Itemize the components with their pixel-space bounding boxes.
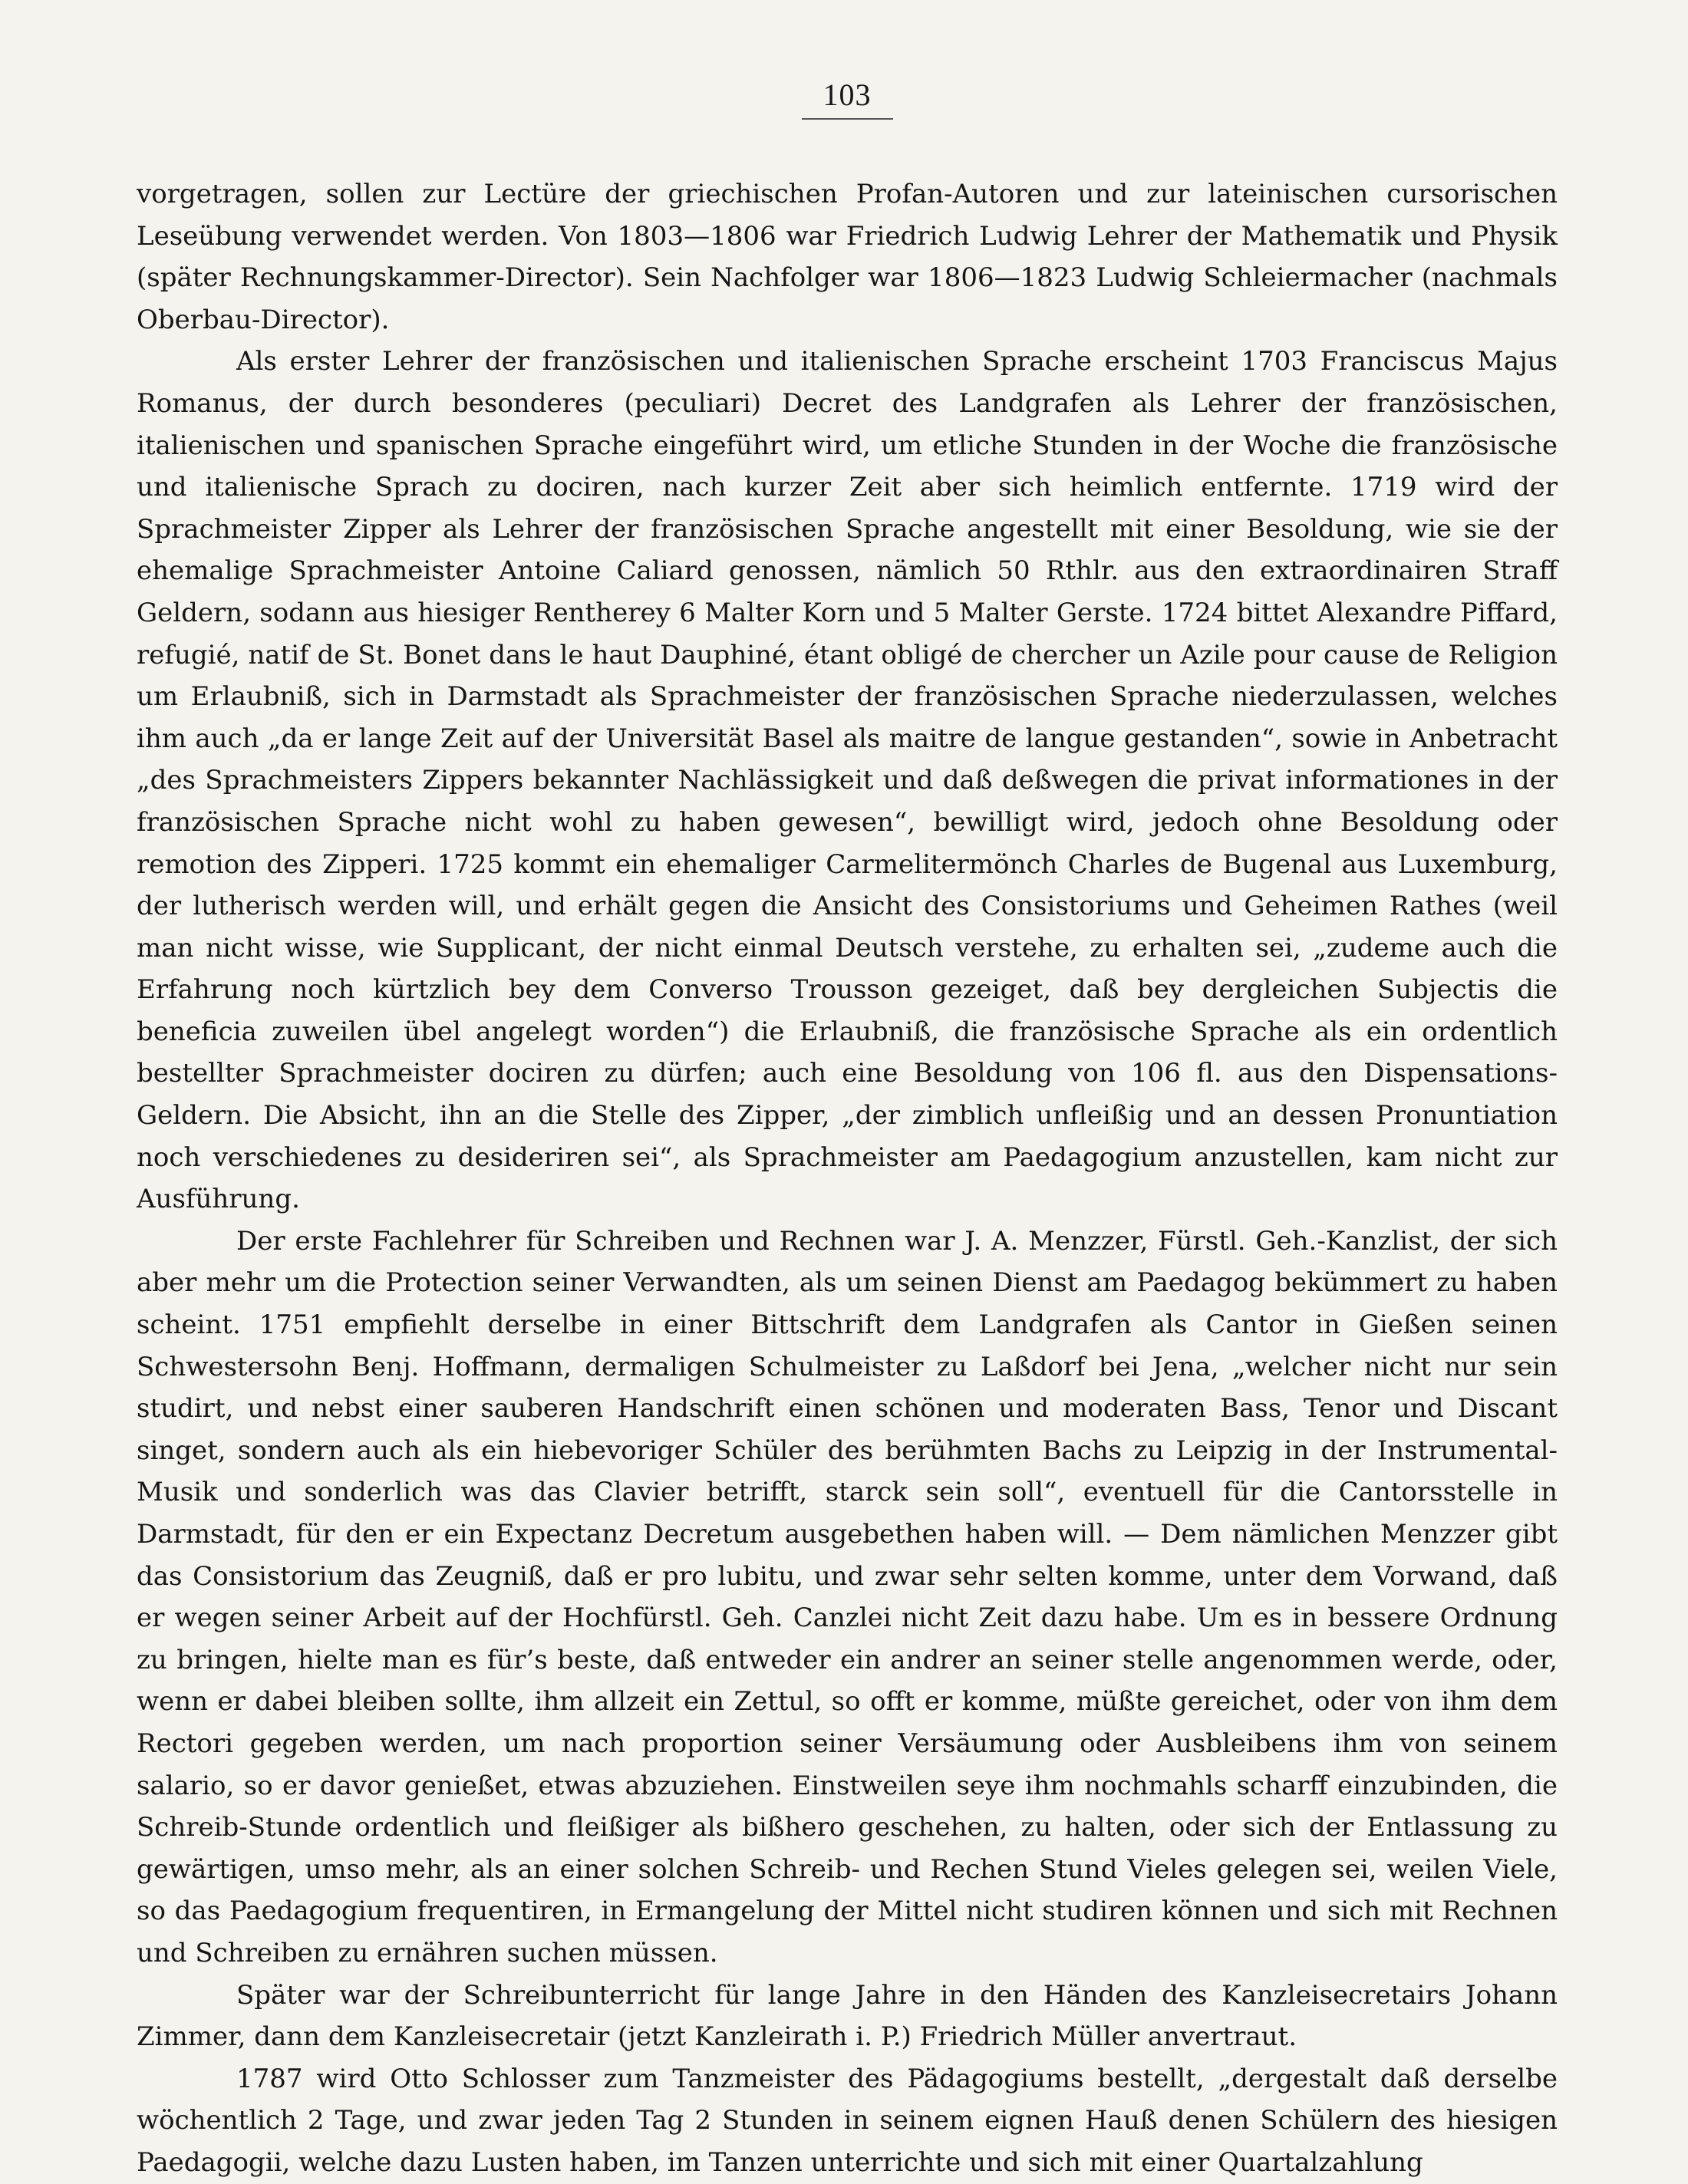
paragraph: Später war der Schreibunterricht für lange Jahre in den Händen des Kanzleisecretairs Johann Zimmer, dann dem Kanzleisecretair (jetzt Kanzleirath i. P.) Friedrich Müller anvertraut. (137, 1979, 1558, 2053)
paragraph: vorgetragen, sollen zur Lectüre der griechischen Profan-Autoren und zur lateinischen cursorischen Leseübung verwendet werden. Von 1803—1806 war Friedrich Ludwig Lehrer der Mathematik und Physik (später Rechnungskammer-Director). Sein Nachfolger war 1806—1823 Ludwig Schleiermacher (nachmals Oberbau-Director). (137, 179, 1558, 335)
paragraph: Der erste Fachlehrer für Schreiben und Rechnen war J. A. Menzzer, Fürstl. Geh.-Kanzlist, der sich aber mehr um die Protection seiner Verwandten, als um seinen Dienst am Paedagog bekümmert zu haben scheint. 1751 empfiehlt derselbe in einer Bittschrift dem Landgrafen als Cantor in Gießen seinen Schwestersohn Benj. Hoffmann, dermaligen Schulmeister zu Laßdorf bei Jena, „welcher nicht nur sein studirt, und nebst einer sauberen Handschrift einen schönen und moderaten Bass, Tenor und Discant singet, sondern auch als ein hiebevoriger Schüler des berühmten Bachs zu Leipzig in der Instrumental-Musik und sonderlich was das Clavier betrifft, starck sein soll“, eventuell für die Cantorsstelle in Darmstadt, für den er ein Expectanz Decretum ausgebethen haben will. — Dem nämlichen Menzzer gibt das Consistorium das Zeugniß, daß er pro lubitu, und zwar sehr selten komme, unter dem Vorwand, daß er wegen seiner Arbeit auf der Hochfürstl. Geh. Canzlei nicht Zeit dazu habe. Um es in bessere Ordnung zu bringen, hielte man es für’s beste, daß entweder ein andrer an seiner stelle angenommen werde, oder, wenn er dabei bleiben sollte, ihm allzeit ein Zettul, so offt er komme, müßte gereichet, oder von ihm dem Rectori gegeben werden, um nach proportion seiner Versäumung oder Ausbleibens ihm von seinem salario, so er davor genießet, etwas abzuziehen. Einstweilen seye ihm nochmahls scharff einzubinden, die Schreib-Stunde ordentlich und fleißiger als bißhero geschehen, zu halten, oder sich der Entlassung zu gewärtigen, umso mehr, als an einer solchen Schreib- und Rechen Stund Vieles gelegen sei, weilen Viele, so das Paedagogium frequentiren, in Ermangelung der Mittel nicht studiren können und sich mit Rechnen und Schreiben zu ernähren suchen müssen. (137, 1225, 1558, 1968)
paragraph: Als erster Lehrer der französischen und italienischen Sprache erscheint 1703 Franciscus Majus Romanus, der durch besonderes (peculiari) Decret des Landgrafen als Lehrer der französischen, italienischen und spanischen Sprache eingeführt wird, um etliche Stunden in der Woche die französische und italienische Sprach zu dociren, nach kurzer Zeit aber sich heimlich entfernte. 1719 wird der Sprachmeister Zipper als Lehrer der französischen Sprache angestellt mit einer Besoldung, wie sie der ehemalige Sprachmeister Antoine Caliard genossen, nämlich 50 Rthlr. aus den extraordinairen Straff Geldern, sodann aus hiesiger Rentherey 6 Malter Korn und 5 Malter Gerste. 1724 bittet Alexandre Piffard, refugié, natif de St. Bonet dans le haut Dauphiné, étant obligé de chercher un Azile pour cause de Religion um Erlaubniß, sich in Darmstadt als Sprachmeister der französischen Sprache niederzulassen, welches ihm auch „da er lange Zeit auf der Universität Basel als maitre de langue gestanden“, sowie in Anbetracht „des Sprachmeisters Zippers bekannter Nachlässigkeit und daß deßwegen die privat informationes in der französischen Sprache nicht wohl zu haben gewesen“, bewilligt wird, jedoch ohne Besoldung oder remotion des Zipperi. 1725 kommt ein ehemaliger Carmelitermönch Charles de Bugenal aus Luxemburg, der lutherisch werden will, und erhält gegen die Ansicht des Consistoriums und Geheimen Rathes (weil man nicht wisse, wie Supplicant, der nicht einmal Deutsch verstehe, zu erhalten sei, „zudeme auch die Erfahrung noch kürtzlich bey dem Converso Trousson gezeiget, daß bey dergleichen Subjectis die beneficia zuweilen übel angelegt worden“) die Erlaubniß, die französische Sprache als ein ordentlich bestellter Sprachmeister dociren zu dürfen; auch eine Besoldung von 106 fl. aus den Dispensations-Geldern. Die Absicht, ihn an die Stelle des Zipper, „der zimblich unfleißig und an dessen Pronuntiation noch verschiedenes zu desideriren sei“, als Sprachmeister am Paedagogium anzustellen, kam nicht zur Ausführung. (137, 346, 1558, 1215)
paragraph: 1787 wird Otto Schlosser zum Tanzmeister des Pädagogiums bestellt, „dergestalt daß derselbe wöchentlich 2 Tage, und zwar jeden Tag 2 Stunden in seinem eignen Hauß denen Schülern des hiesigen Paedagogii, welche dazu Lusten haben, im Tanzen unterrichte und sich mit einer Quartalzahlung (137, 2063, 1558, 2178)
page-header (137, 77, 1558, 120)
book-page (137, 0, 1558, 2178)
page-number: 103 (802, 80, 893, 120)
body-text (137, 173, 1558, 2184)
